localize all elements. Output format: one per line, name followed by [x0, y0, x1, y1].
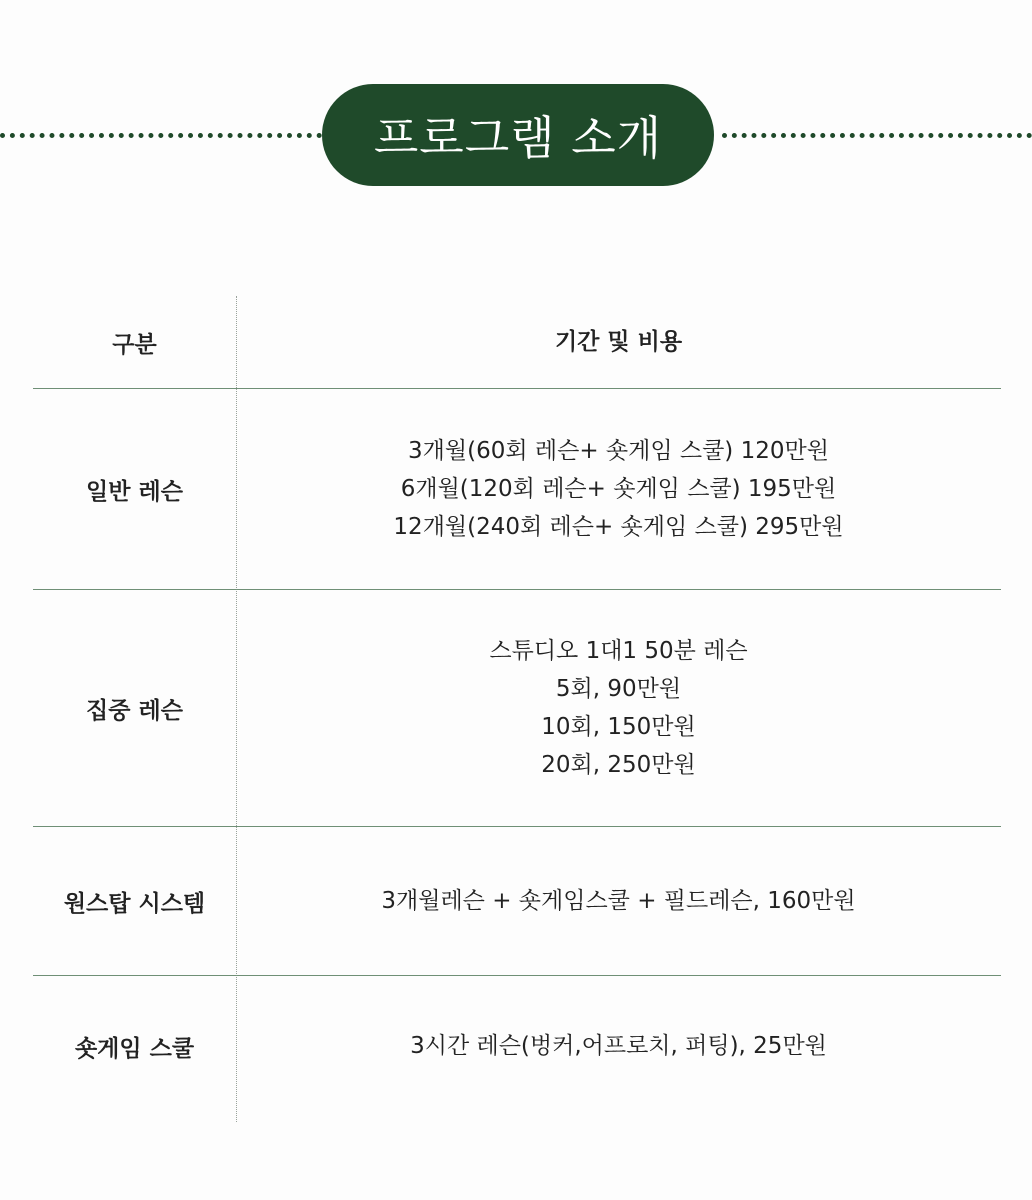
row-category: 집중 레슨 [86, 697, 183, 724]
row-details [236, 632, 1001, 784]
program-table [33, 296, 1001, 1122]
row-category: 숏게임 스쿨 [74, 1035, 195, 1062]
row-category: 원스탑 시스템 [63, 890, 206, 917]
header-category: 구분 [112, 331, 157, 358]
detail-line: 20회, 250만원 [541, 752, 696, 778]
detail-line: 3시간 레슨(벙커,어프로치, 퍼팅), 25만원 [410, 1033, 827, 1059]
row-details [236, 882, 1001, 920]
dotted-rule-left [0, 133, 322, 138]
row-category: 일반 레슨 [86, 478, 183, 505]
page-title: 프로그램 소개 [322, 84, 714, 186]
row-details [236, 432, 1001, 546]
table-header-row [33, 296, 1001, 388]
detail-line: 3개월(60회 레슨+ 숏게임 스쿨) 120만원 [408, 438, 829, 464]
detail-line: 3개월레슨 + 숏게임스쿨 + 필드레슨, 160만원 [381, 888, 856, 914]
detail-line: 5회, 90만원 [555, 676, 682, 702]
table-row [33, 589, 1001, 826]
detail-line: 12개월(240회 레슨+ 숏게임 스쿨) 295만원 [393, 514, 844, 540]
title-band [0, 84, 1032, 186]
table-row [33, 388, 1001, 589]
table-row [33, 826, 1001, 975]
dotted-rule-right [722, 133, 1032, 138]
header-details: 기간 및 비용 [554, 329, 683, 355]
detail-line: 10회, 150만원 [541, 714, 696, 740]
row-details [236, 1027, 1001, 1065]
table-row [33, 975, 1001, 1116]
detail-line: 스튜디오 1대1 50분 레슨 [489, 638, 748, 664]
detail-line: 6개월(120회 레슨+ 숏게임 스쿨) 195만원 [400, 476, 837, 502]
